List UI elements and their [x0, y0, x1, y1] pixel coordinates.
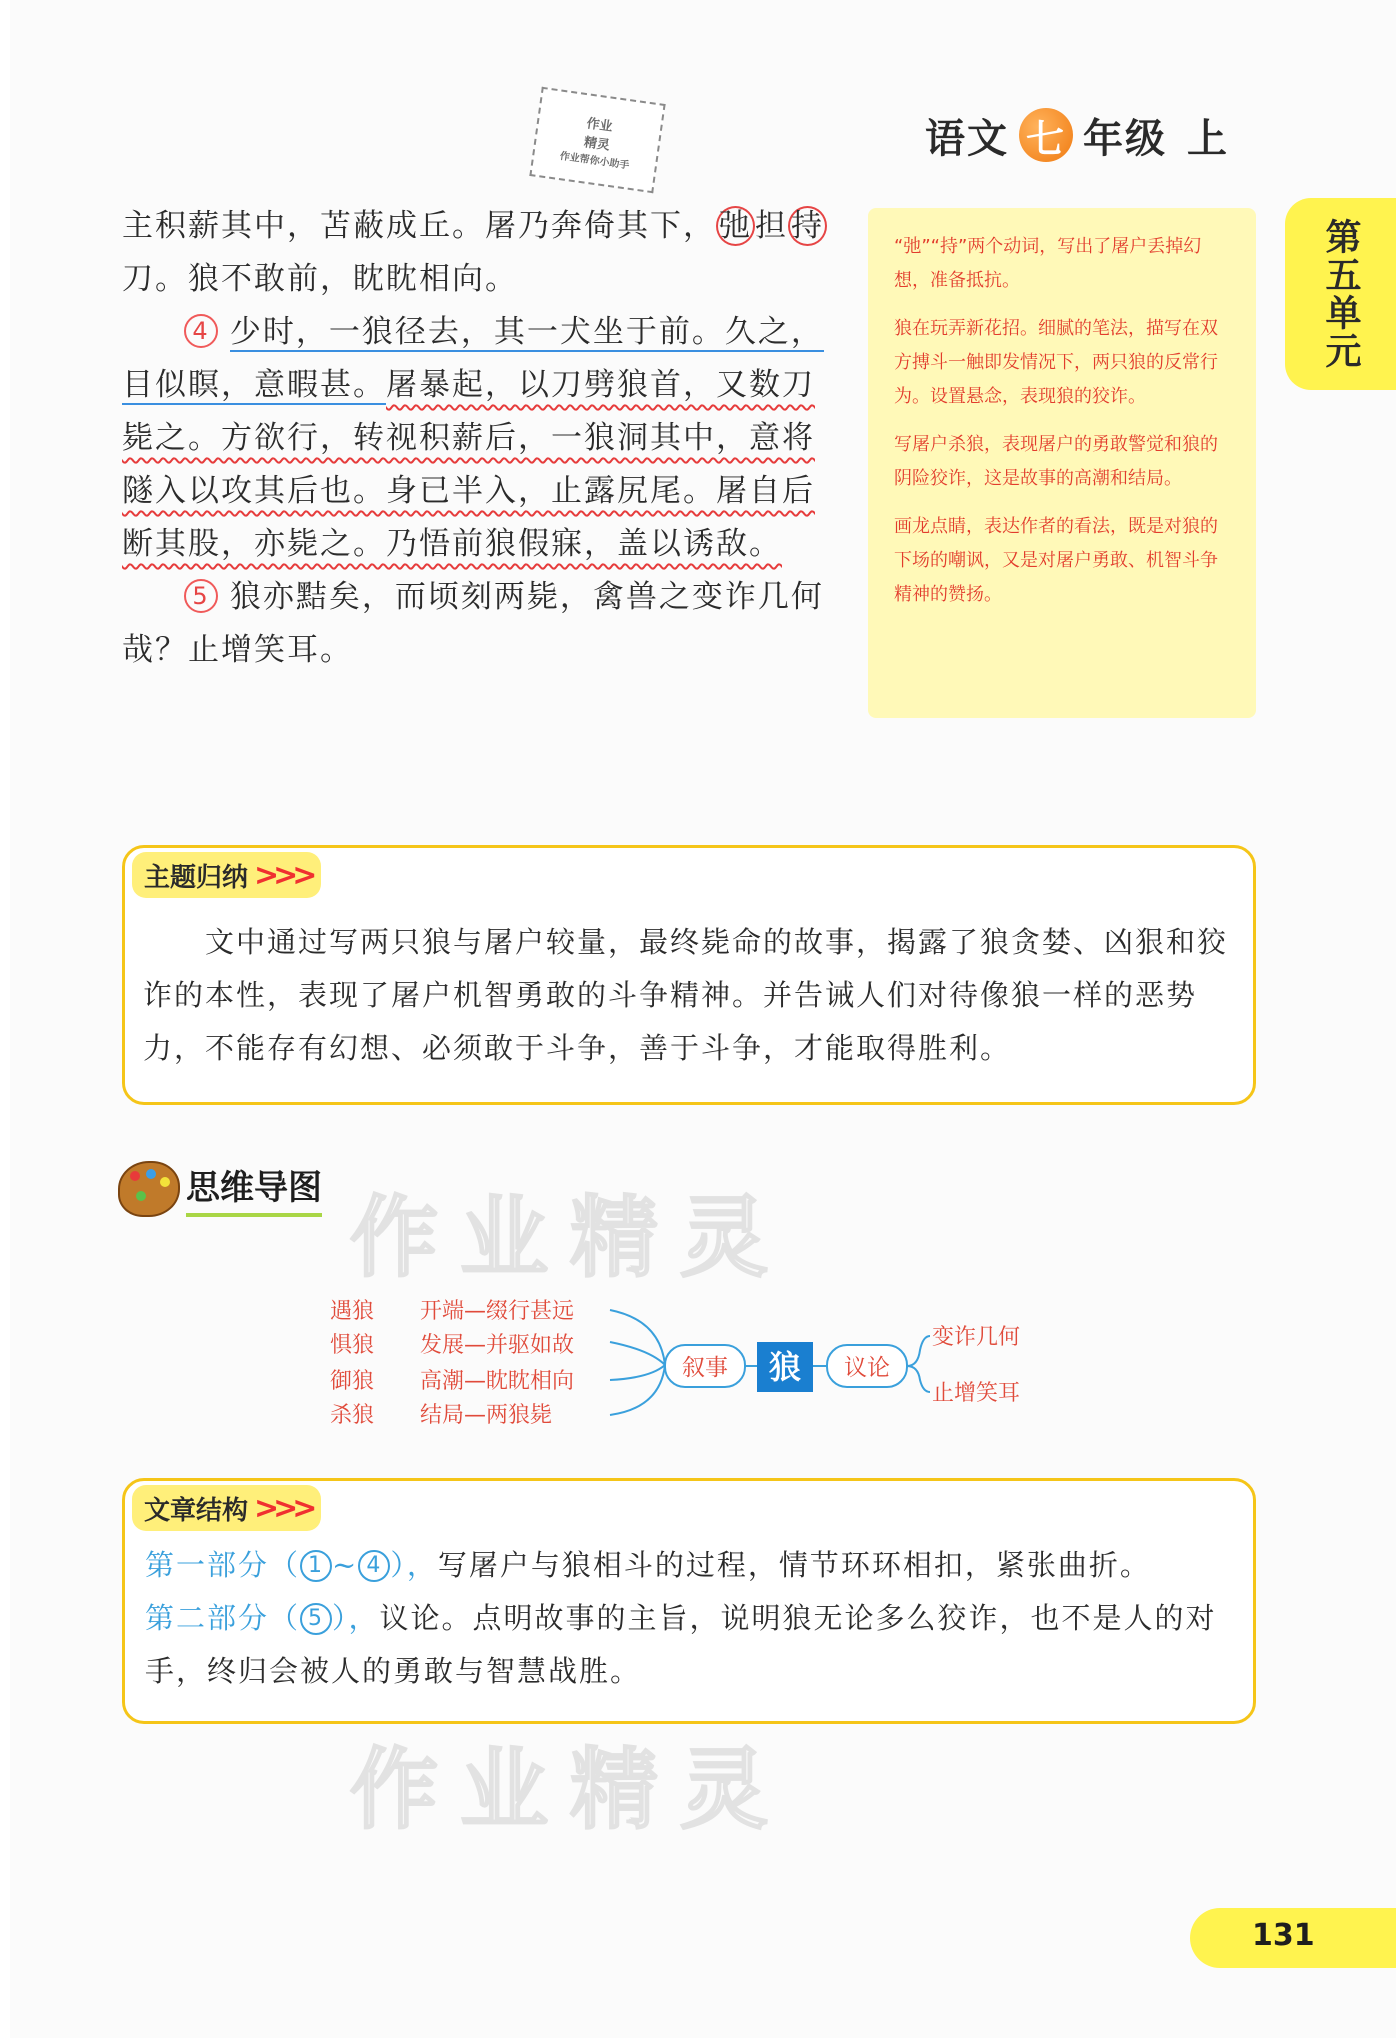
narrate-node: 叙事 — [682, 1355, 728, 1381]
center-node: 狼 — [768, 1348, 802, 1386]
chevrons-icon: >>> — [254, 1490, 312, 1526]
paragraph-number: 4 — [358, 1550, 390, 1582]
structure-section — [122, 1478, 1256, 1724]
stamp-line3: 作业帮你小助手 — [559, 150, 631, 172]
mindmap-plot-item: 结局—两狼毙 — [420, 1403, 553, 1428]
passage-text: 主积薪其中，苫蔽成丘。屠乃奔倚其下， — [122, 208, 716, 244]
structure-text — [145, 1539, 1233, 1698]
right-branch-lines — [907, 1336, 930, 1392]
chevrons-icon: >>> — [254, 857, 312, 893]
mindmap-stage-label: 御狼 — [330, 1369, 375, 1394]
theme-text — [143, 916, 1233, 1075]
structure-part-2 — [145, 1592, 1233, 1698]
passage-text: 刀。狼不敢前，眈眈相向。 — [122, 261, 518, 297]
mindmap-header — [118, 1160, 322, 1217]
paragraph-number: 4 — [184, 314, 218, 348]
paragraph-number: 1 — [300, 1550, 332, 1582]
grade-word: 年级 — [1083, 115, 1167, 162]
mindmap-stage-label: 惧狼 — [330, 1333, 375, 1358]
annotation-note: 狼在玩弄新花招。细腻的笔法，描写在双方搏斗一触即发情况下，两只狼的反常行为。设置悬念，表现狼的狡诈。 — [894, 318, 1218, 407]
mindmap-plot-column — [420, 1299, 574, 1428]
stamp-logo — [529, 87, 665, 194]
passage-text: 屠暴起，以刀劈狼首，又数刀毙之。方欲行，转视积薪后，一狼洞其中，意将隧入以攻其后也。身已半入，止露尻尾。屠自后断其股，亦毙之。乃悟前狼假寐，盖以诱敌。 — [122, 367, 815, 562]
annotation-note: 写屠户杀狼，表现屠户的勇敢警觉和狼的阴险狡诈，这是故事的高潮和结局。 — [894, 434, 1218, 489]
mindmap-plot-item: 开端—缀行甚远 — [420, 1299, 575, 1324]
passage-text: 狼亦黠矣，而顷刻两毙，禽兽之变诈几何哉？止增笑耳。 — [122, 579, 824, 668]
annotation-note: 画龙点睛，表达作者的看法，既是对狼的下场的嘲讽，又是对屠户勇敢、机智斗争精神的赞扬。 — [894, 516, 1218, 605]
annotation-box — [868, 208, 1256, 718]
grade-badge: 七 — [1019, 108, 1073, 162]
passage-text: 目似瞑，意暇甚。 — [122, 367, 386, 403]
passage-paragraph-3 — [122, 200, 842, 306]
mindmap-left-column — [330, 1299, 374, 1428]
theme-title-text: 主题归纳 — [144, 862, 249, 893]
unit-tab-label: 第五单元 — [1320, 218, 1361, 370]
range-tilde: ~ — [332, 1548, 359, 1582]
passage-text: 少时，一狼径去，其一犬坐于前。久之， — [229, 314, 824, 350]
mindmap-stage-label: 遇狼 — [330, 1299, 375, 1324]
theme-section — [122, 845, 1256, 1105]
right-item: 变诈几何 — [932, 1325, 1021, 1350]
unit-tab — [1285, 198, 1396, 390]
palette-icon — [118, 1161, 180, 1217]
passage — [122, 200, 842, 677]
theme-text-content: 文中通过写两只狼与屠户较量，最终毙命的故事，揭露了狼贪婪、凶狠和狡诈的本性，表现了屠户机智勇敢的斗争精神。并告诫人们对待像狼一样的恶势力，不能存有幻想、必须敢于斗争，善于斗争，才能取得胜利。 — [143, 925, 1229, 1065]
structure-title — [132, 1485, 321, 1531]
passage-char-dan: 担 — [755, 208, 788, 244]
theme-title — [132, 852, 321, 898]
structure-title-text: 文章结构 — [144, 1495, 249, 1526]
annotation-note: “弛”“持”两个动词，写出了屠户丢掉幻想，准备抵抗。 — [894, 236, 1202, 291]
watermark: 作业精灵 — [350, 1186, 791, 1289]
part-label: 第一部分（ — [145, 1548, 301, 1582]
mindmap-plot-item: 高潮—眈眈相向 — [420, 1369, 575, 1394]
mindmap-diagram — [320, 1280, 1080, 1450]
mindmap-stage-label: 杀狼 — [330, 1403, 375, 1428]
paragraph-number: 5 — [184, 579, 218, 613]
discuss-node: 议论 — [844, 1355, 890, 1381]
term-label: 上 — [1187, 115, 1229, 162]
stamp-line2: 精灵 — [583, 134, 611, 154]
part-text: 写屠户与狼相斗的过程，情节环环相扣，紧张曲折。 — [437, 1548, 1151, 1582]
part-text: 议论。点明故事的主旨，说明狼无论多么狡诈，也不是人的对手，终归会被人的勇敢与智慧战胜。 — [145, 1601, 1217, 1688]
circled-char-chi: 弛 — [716, 206, 755, 246]
mindmap-branch-lines — [610, 1310, 665, 1415]
paragraph-number: 5 — [300, 1603, 332, 1635]
part-label-close: ）， — [390, 1548, 438, 1582]
part-label-close: ）， — [332, 1601, 380, 1635]
watermark: 作业精灵 — [350, 1738, 791, 1841]
passage-paragraph-5 — [122, 571, 842, 677]
stamp-line1: 作业 — [585, 115, 614, 135]
page-number: 131 — [1252, 1918, 1315, 1953]
part-label: 第二部分（ — [145, 1601, 301, 1635]
subject-label: 语文 — [925, 115, 1009, 162]
passage-paragraph-4 — [122, 306, 842, 571]
circled-char-chi2: 持 — [788, 206, 827, 246]
page-header — [925, 105, 1229, 165]
mindmap-plot-item: 发展—并驱如故 — [420, 1333, 575, 1358]
mindmap-title: 思维导图 — [186, 1160, 322, 1217]
right-item: 止增笑耳 — [932, 1381, 1021, 1406]
structure-part-1 — [145, 1539, 1233, 1592]
